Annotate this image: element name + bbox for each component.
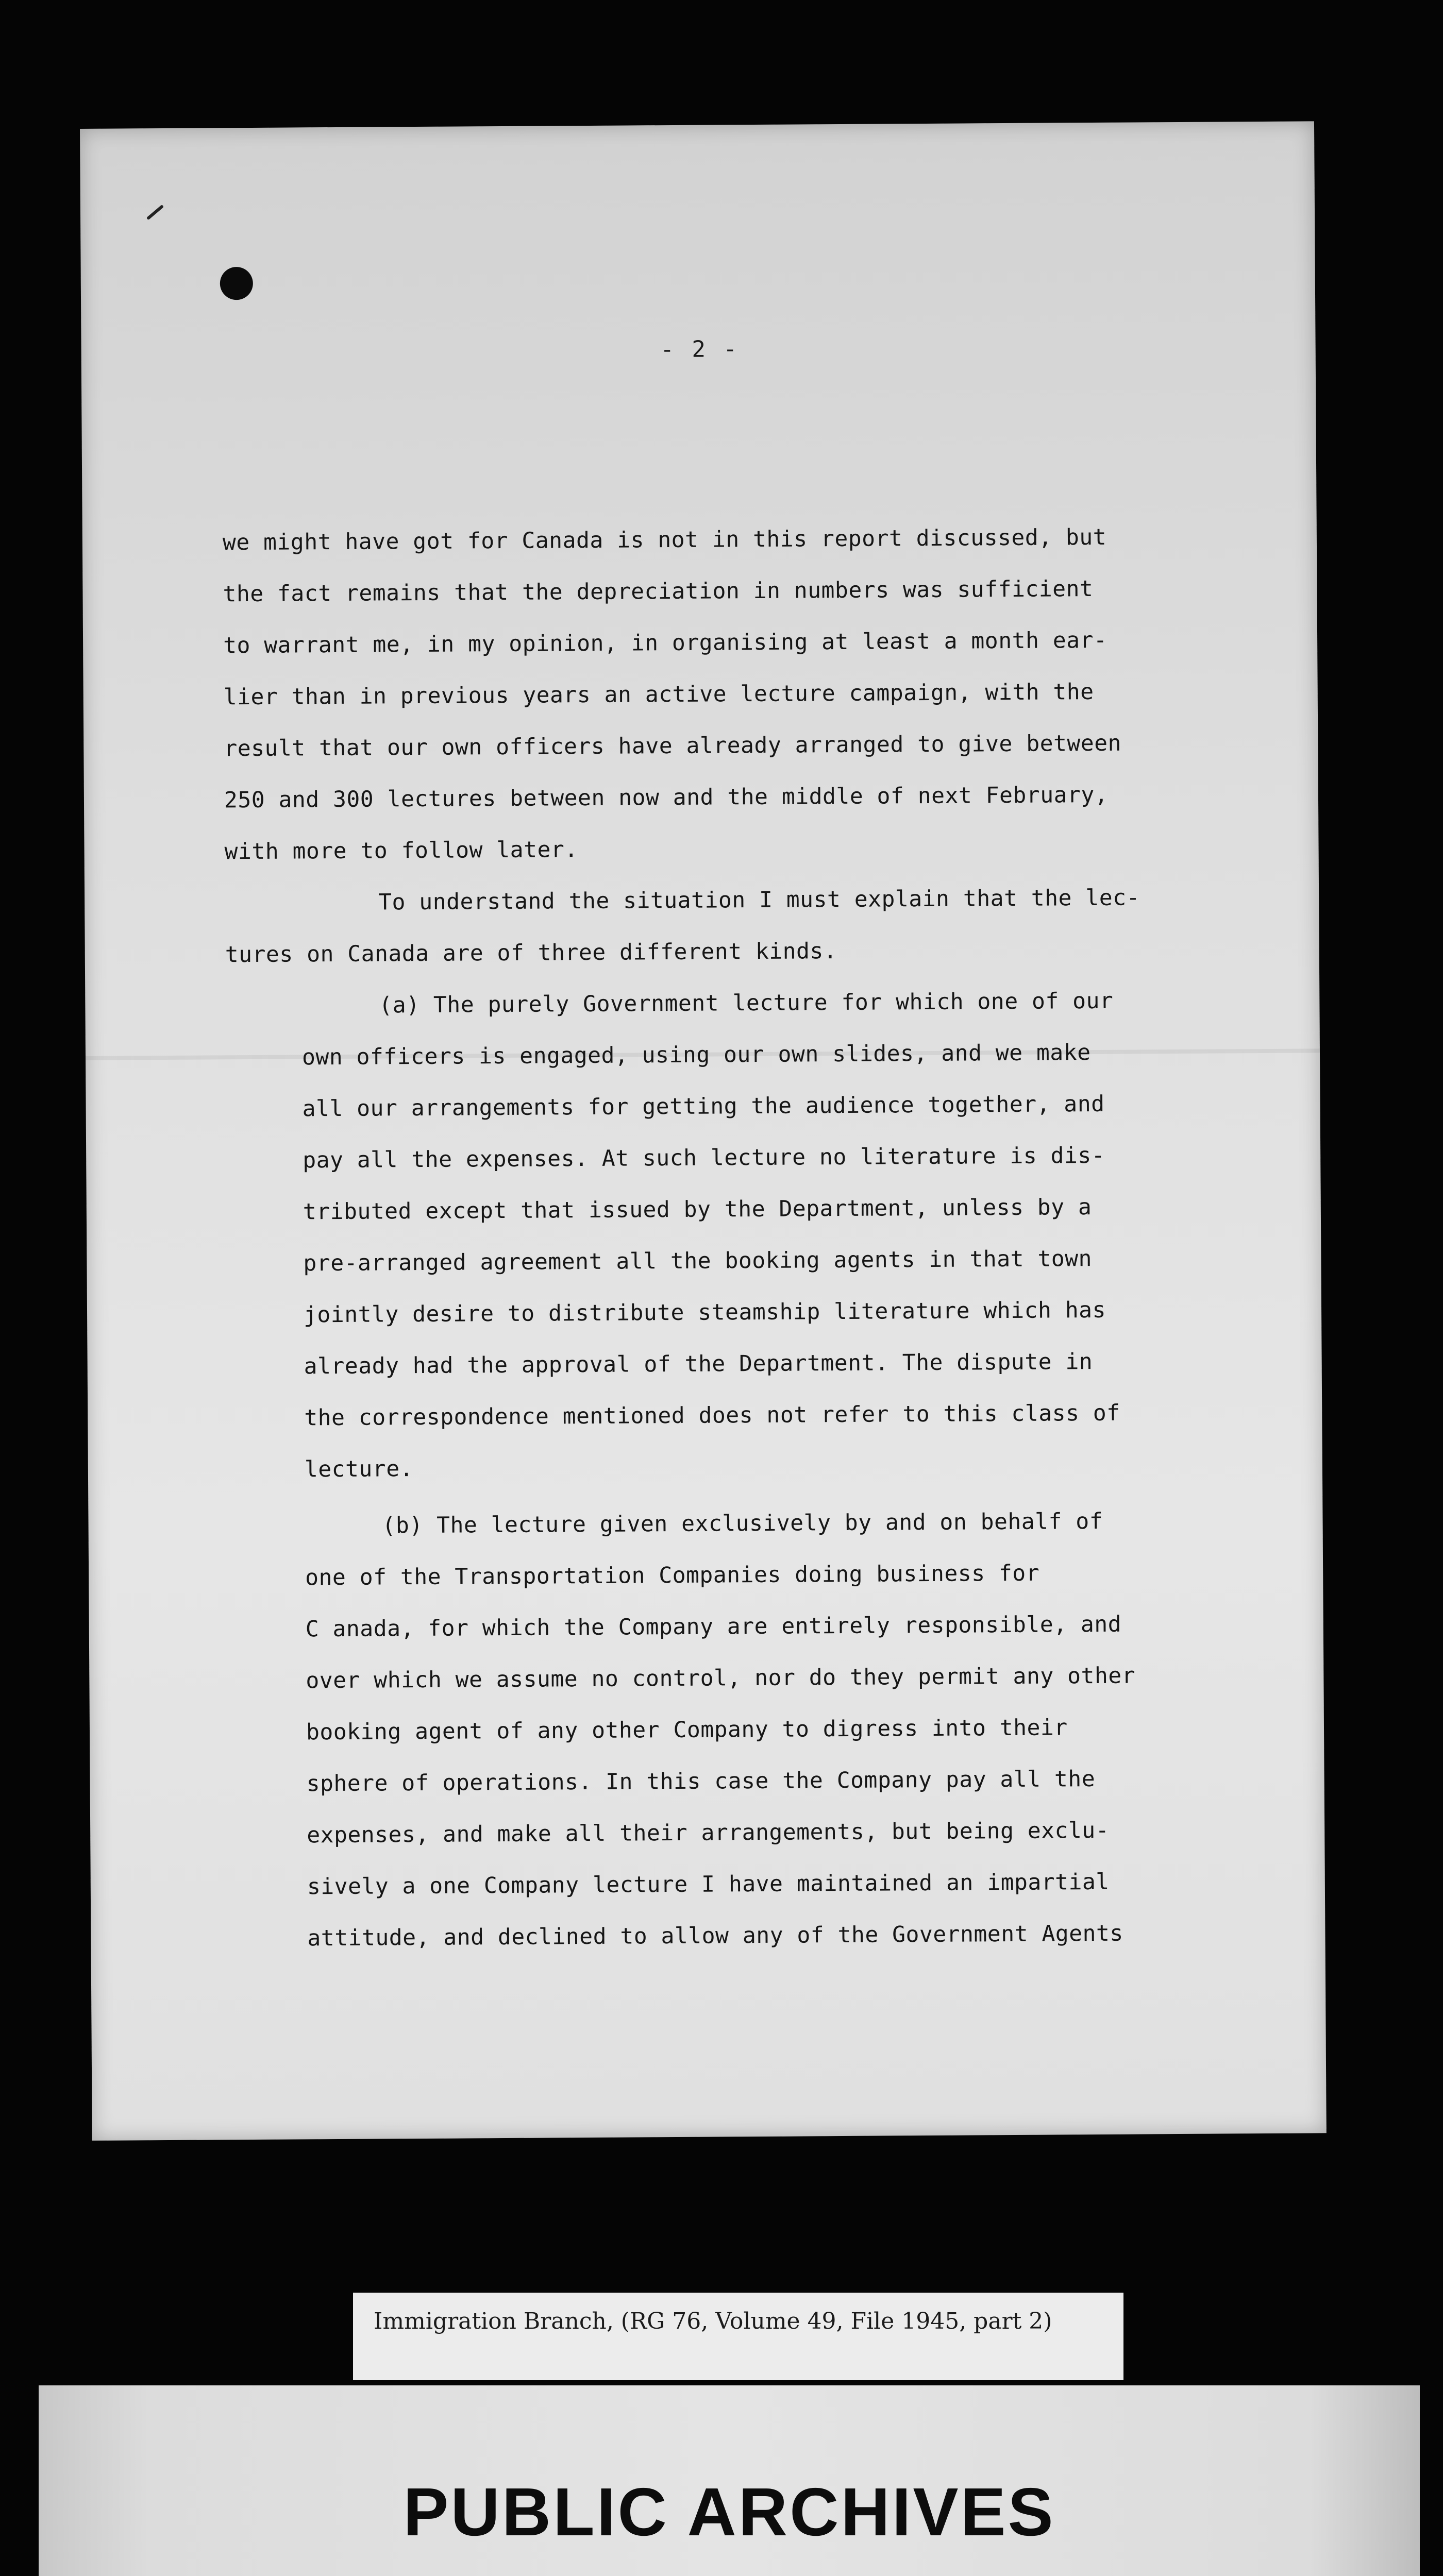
text-line: own officers is engaged, using our own slides, and we make: [301, 1040, 1091, 1071]
text-line: the correspondence mentioned does not refer to this class of: [304, 1400, 1120, 1431]
text-line: To understand the situation I must explain that the lec-: [378, 885, 1140, 916]
text-line: (b) The lecture given exclusively by and on behalf of: [382, 1508, 1103, 1539]
text-line: tures on Canada are of three different kinds.: [225, 938, 837, 968]
text-line: sphere of operations. In this case the Company pay all the: [306, 1766, 1096, 1797]
text-line: to warrant me, in my opinion, in organising at least a month ear-: [223, 627, 1108, 659]
text-line: sively a one Company lecture I have maintained an impartial: [307, 1869, 1110, 1900]
text-line: lier than in previous years an active lecture campaign, with the: [223, 679, 1094, 710]
page-number: - 2 -: [660, 336, 740, 363]
text-line: lecture.: [304, 1456, 414, 1483]
text-line: over which we assume no control, nor do they permit any other: [306, 1663, 1136, 1694]
text-line: we might have got for Canada is not in this report discussed, but: [222, 524, 1107, 556]
text-line: tributed except that issued by the Department, unless by a: [303, 1194, 1092, 1225]
text-line: pay all the expenses. At such lecture no literature is dis-: [303, 1142, 1105, 1174]
text-line: already had the approval of the Department. The dispute in: [304, 1349, 1093, 1380]
text-line: 250 and 300 lectures between now and the middle of next February,: [224, 782, 1109, 814]
text-line: (a) The purely Government lecture for which one of our: [379, 988, 1114, 1019]
archive-reference-label: [353, 2293, 1123, 2380]
text-line: jointly desire to distribute steamship literature which has: [303, 1297, 1106, 1328]
letter-body: [80, 121, 1314, 1952]
text-line: result that our own officers have already arranged to give between: [224, 730, 1122, 762]
text-line: one of the Transportation Companies doing business for: [305, 1560, 1040, 1591]
pen-mark: [146, 205, 164, 220]
text-line: expenses, and make all their arrangements, but being exclu-: [307, 1817, 1110, 1849]
text-line: attitude, and declined to allow any of the Government Agents: [307, 1920, 1123, 1952]
typed-letter-page: [80, 121, 1327, 2141]
text-line: C anada, for which the Company are entirely responsible, and: [305, 1611, 1122, 1642]
punch-hole: [220, 267, 253, 300]
text-line: all our arrangements for getting the audience together, and: [302, 1091, 1105, 1122]
text-line: with more to follow later.: [224, 837, 578, 865]
text-line: the fact remains that the depreciation in numbers was sufficient: [223, 576, 1094, 607]
archive-stamp-card: [39, 2385, 1420, 2576]
text-line: pre-arranged agreement all the booking agents in that town: [303, 1246, 1093, 1277]
archive-reference-text: Immigration Branch, (RG 76, Volume 49, File 1945, part 2): [374, 2308, 1052, 2334]
stamp-line-english: PUBLIC ARCHIVES: [403, 2474, 1055, 2550]
text-line: booking agent of any other Company to digress into their: [306, 1715, 1068, 1745]
